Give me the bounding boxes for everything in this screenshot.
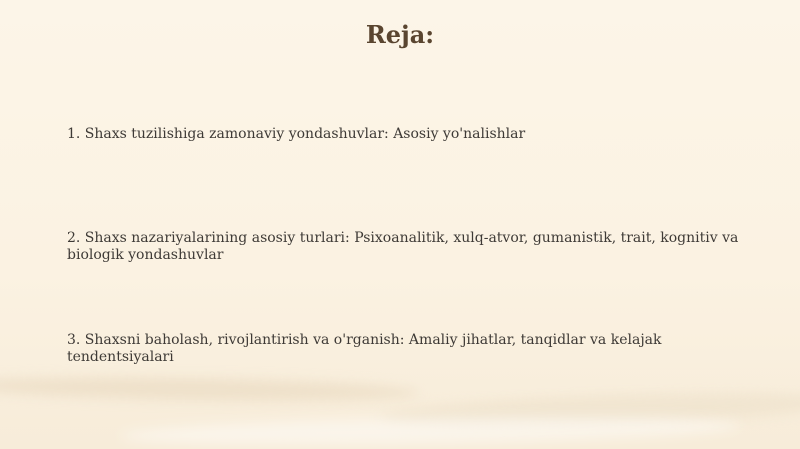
plan-item-1: 1. Shaxs tuzilishiga zamonaviy yondashuvlar: Asosiy yo'nalishlar <box>67 126 526 142</box>
plan-item-2: 2. Shaxs nazariyalarining asosiy turlari: Psixoanalitik, xulq-atvor, gumanistik, trait, kognitiv va biologik yondashuvlar <box>67 230 739 263</box>
slide-title: Reja: <box>365 20 435 49</box>
decorative-wave <box>120 413 740 449</box>
decorative-wave <box>0 374 420 404</box>
plan-item-3: 3. Shaxsni baholash, rivojlantirish va o'rganish: Amaliy jihatlar, tanqidlar va kelajak tendentsiyalari <box>67 332 662 365</box>
